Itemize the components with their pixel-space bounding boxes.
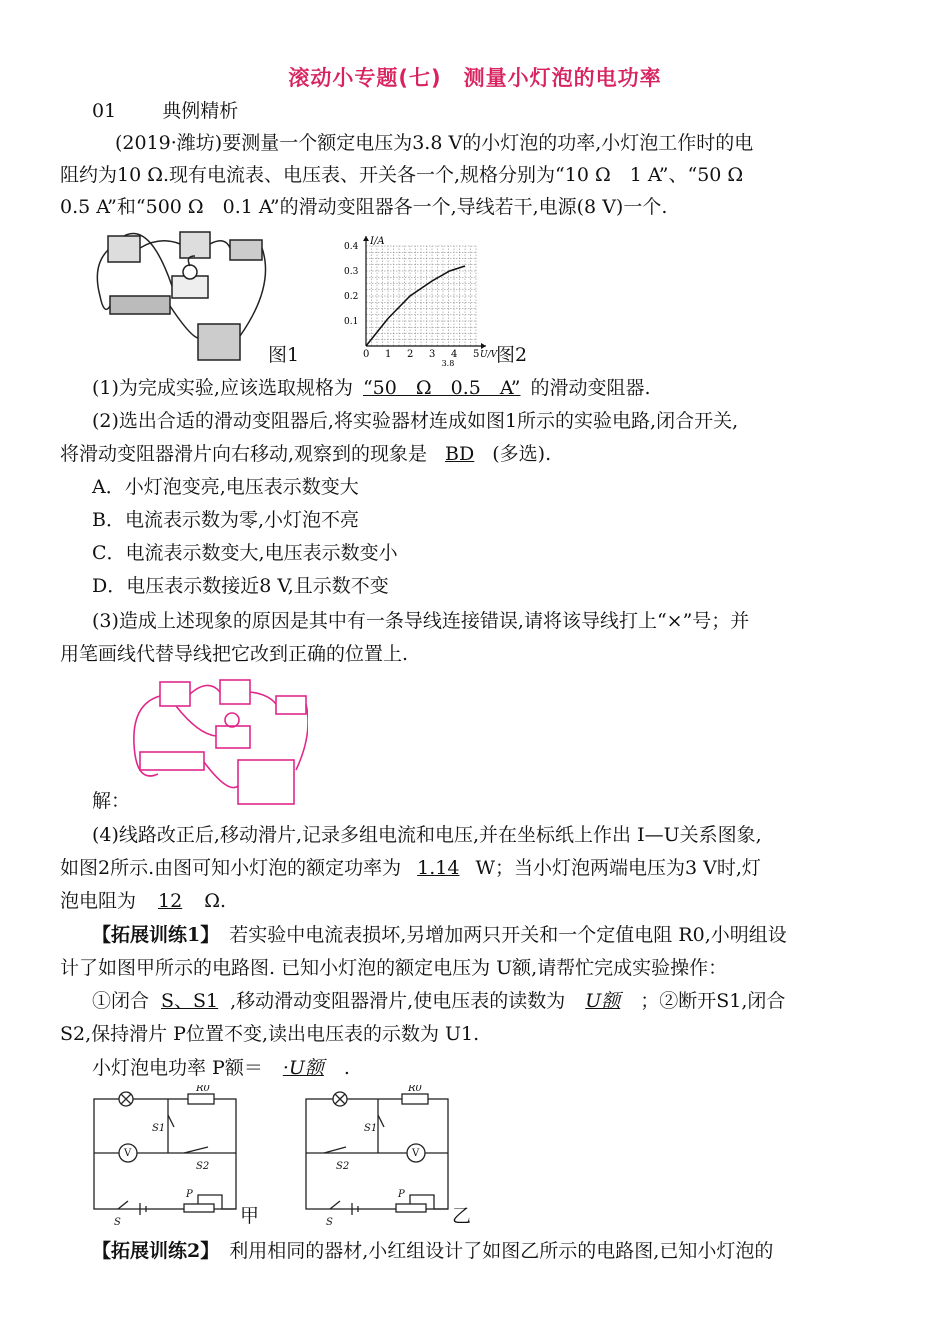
x-tick-label: 1 [385, 349, 392, 360]
question-4-line-2 [60, 853, 761, 883]
label-p-jia: P [186, 1189, 193, 1200]
y-tick-label: 0.3 [344, 267, 359, 277]
label-s1-yi: S1 [364, 1123, 378, 1134]
extension-1-line-2: 计了如图甲所示的电路图. 已知小灯泡的额定电压为 U额,请帮忙完成实验操作： [60, 957, 728, 979]
question-3-line-1: (3)造成上述现象的原因是其中有一条导线连接错误,请将该导线打上“×”号；并 [92, 610, 750, 632]
ext1-answer-voltage: U额 [585, 990, 621, 1012]
q2-text-end: (多选). [492, 443, 552, 465]
q4-text-2: 泡电阻为 [60, 890, 137, 912]
y-tick-label: 0.4 [344, 242, 359, 252]
question-4-line-3 [60, 886, 226, 916]
section-number: 01 [92, 100, 117, 122]
label-r0-yi: R0 [408, 1085, 422, 1094]
x-axis-arrow [481, 343, 486, 349]
option-b: B．电流表示数为零,小灯泡不亮 [92, 509, 360, 531]
iu-chart [340, 226, 500, 366]
q1-text-end: 的滑动变阻器. [530, 377, 651, 399]
q1-answer: “50 Ω 0.5 A” [362, 377, 521, 399]
answer-circuit-figure [128, 674, 308, 806]
label-v-yi: V [412, 1148, 420, 1159]
intro-line-1: (2019·潍坊)要测量一个额定电压为3.8 V的小灯泡的功率,小灯泡工作时的电 [115, 132, 754, 154]
section-header [92, 96, 238, 126]
question-1 [92, 373, 651, 403]
extension-1-line-3 [92, 986, 785, 1016]
question-3-line-2: 用笔画线代替导线把它改到正确的位置上. [60, 643, 409, 665]
y-tick-label: 0.2 [344, 292, 359, 302]
circuit-yi [306, 1092, 448, 1215]
extension-1-text: 若实验中电流表损坏,另增加两只开关和一个定值电阻 R0,小明组设 [229, 924, 787, 946]
ext1-power-end: . [343, 1057, 350, 1079]
circuit-diagrams [88, 1085, 488, 1230]
label-yi: 乙 [452, 1205, 472, 1227]
label-v-jia: V [124, 1148, 132, 1159]
section-label: 典例精析 [162, 100, 239, 122]
ext1-power-text: 小灯泡电功率 P额＝ [92, 1057, 263, 1079]
figure-2-label: 图2 [496, 344, 528, 366]
q4-text: 如图2所示.由图可知小灯泡的额定功率为 [60, 857, 402, 879]
circuit-figure-1 [90, 226, 270, 366]
intro-line-3: 0.5 A”和“500 Ω 0.1 A”的滑动变阻器各一个,导线若干,电源(8 V)一个. [60, 196, 668, 218]
ext1-step1-mid: ,移动滑动变阻器滑片,使电压表的读数为 [230, 990, 566, 1012]
extension-1-line-4: S2,保持滑片 P位置不变,读出电压表的示数为 U1. [60, 1023, 480, 1045]
x-tick-label: 5 [473, 349, 480, 360]
extension-1-tag: 【拓展训练1】 [92, 924, 220, 946]
question-2-line-1: (2)选出合适的滑动变阻器后,将实验器材连成如图1所示的实验电路,闭合开关, [92, 410, 739, 432]
label-p-yi: P [398, 1189, 405, 1200]
q1-text: (1)为完成实验,应该选取规格为 [92, 377, 353, 399]
ext1-step2: ；②断开S1,闭合 [640, 990, 786, 1012]
x-tick-label-extra: 3.8 [441, 359, 455, 366]
x-tick-label: 4 [451, 349, 458, 360]
extension-2-line-1 [92, 1236, 773, 1266]
y-axis-label: I/A [370, 236, 385, 247]
y-axis-arrow [363, 236, 369, 241]
label-s-yi: S [326, 1217, 333, 1228]
circuit-jia [94, 1092, 236, 1215]
label-s-jia: S [114, 1217, 121, 1228]
page-title: 滚动小专题(七) 测量小灯泡的电功率 [288, 66, 662, 90]
q2-answer: BD [445, 443, 475, 465]
figure-1-label: 图1 [268, 344, 300, 366]
ext1-power-answer: ·U额 [282, 1057, 324, 1079]
intro-line-2: 阻约为10 Ω.现有电流表、电压表、开关各一个,规格分别为“10 Ω 1 A”、“50 Ω [60, 164, 744, 186]
label-s2-jia: S2 [196, 1161, 210, 1172]
x-tick-label: 2 [407, 349, 414, 360]
extension-2-tag: 【拓展训练2】 [92, 1240, 220, 1262]
q4-text-end: Ω. [204, 890, 226, 912]
ext1-step1: ①闭合 [92, 990, 150, 1012]
x-tick-label: 3 [429, 349, 436, 360]
label-s2-yi: S2 [336, 1161, 350, 1172]
extension-1-line-1 [92, 920, 787, 950]
option-a: A．小灯泡变亮,电压表示数变大 [92, 476, 359, 498]
q4-power-answer: 1.14 [417, 857, 460, 879]
question-2-line-2 [60, 439, 551, 469]
extension-2-text: 利用相同的器材,小红组设计了如图乙所示的电路图,已知小灯泡的 [229, 1240, 774, 1262]
option-d: D．电压表示数接近8 V,且示数不变 [92, 575, 389, 597]
label-jia: 甲 [240, 1205, 260, 1227]
extension-1-line-5 [92, 1053, 350, 1083]
question-4-line-1: (4)线路改正后,移动滑片,记录多组电流和电压,并在坐标纸上作出 I—U关系图象, [92, 824, 762, 846]
label-r0-jia: R0 [196, 1085, 210, 1094]
option-c: C．电流表示数变大,电压表示数变小 [92, 542, 398, 564]
x-tick-label: 0 [363, 349, 370, 360]
label-s1-jia: S1 [152, 1123, 166, 1134]
ext1-answer-switches: S、S1 [161, 990, 219, 1012]
y-tick-label: 0.1 [344, 317, 359, 327]
solution-label: 解： [92, 790, 131, 812]
q4-resistance-answer: 12 [158, 890, 183, 912]
x-axis-label: U/V [480, 350, 498, 360]
q4-text-mid: W；当小灯泡两端电压为3 V时,灯 [475, 857, 761, 879]
q2-text: 将滑动变阻器滑片向右移动,观察到的现象是 [60, 443, 428, 465]
